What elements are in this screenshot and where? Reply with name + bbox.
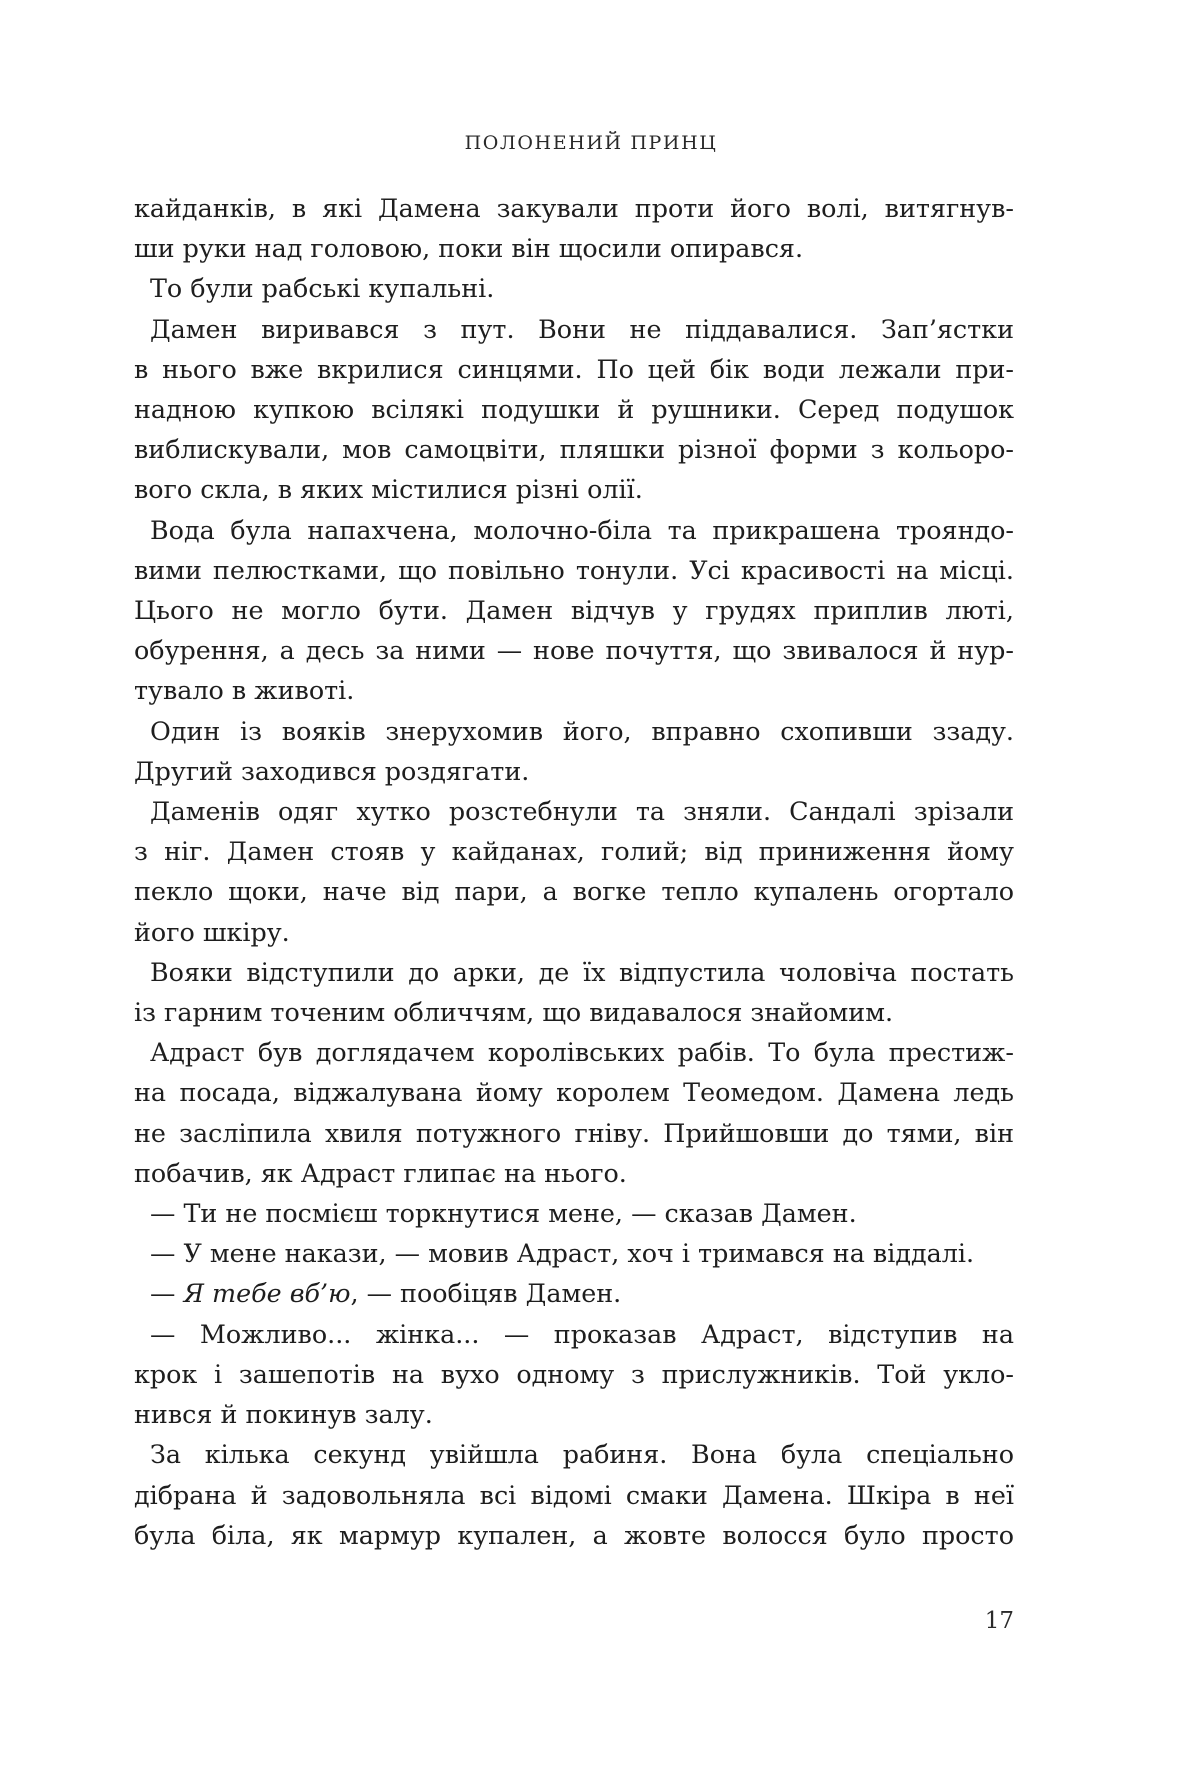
body-text <box>134 188 1014 1555</box>
text-line: на посада, віджалувана йому королем Теомедом. Дамена ледь <box>134 1077 1014 1108</box>
text-line: дібрана й задовольняла всі відомі смаки Дамена. Шкіра в неї <box>134 1479 1014 1510</box>
text-line: кайданків, в які Дамена закували проти його волі, витягнув- <box>134 193 1014 223</box>
paragraph-line: За кілька секунд увійшла рабиня. Вона була спеціально <box>150 1439 1014 1470</box>
running-title: ПОЛОНЕНИЙ ПРИНЦ <box>464 132 718 154</box>
text-line: не засліпила хвиля потужного гніву. Прийшовши до тями, він <box>134 1117 1014 1148</box>
text-line: обурення, а десь за ними — нове почуття, що звивалося й нур- <box>134 635 1014 666</box>
text-line: ши руки над головою, поки він щосили опирався. <box>134 233 804 264</box>
text-line: із гарним точеним обличчям, що видавалося знайомим. <box>134 997 894 1028</box>
dialogue-line <box>134 1273 1014 1313</box>
text-line: Другий заходився роздягати. <box>134 755 530 786</box>
text-line: була біла, як мармур купален, а жовте волосся було просто <box>134 1519 1014 1550</box>
text-line: вого скла, в яких містилися різні олії. <box>134 474 643 505</box>
text-line: з ніг. Дамен стояв у кайданах, голий; від приниження йому <box>134 836 1014 867</box>
paragraph-line: Дамен виривався з пут. Вони не піддавалися. Зап’ястки <box>150 313 1014 344</box>
text-line: виблискували, мов самоцвіти, пляшки різної форми з кольоро- <box>134 434 1014 465</box>
paragraph-line: Вода була напахчена, молочно-біла та прикрашена трояндо- <box>150 514 1014 545</box>
italic-phrase: Я тебе вб’ю <box>183 1278 351 1309</box>
dialogue-line: — Ти не посмієш торкнутися мене, — сказав Дамен. <box>150 1198 857 1229</box>
paragraph-line: Даменів одяг хутко розстебнули та зняли. Сандалі зрізали <box>150 796 1014 827</box>
paragraph-line: То були рабські купальні. <box>150 273 495 304</box>
paragraph-line: Один із вояків знерухомив його, вправно схопивши ззаду. <box>150 715 1014 746</box>
page-number: 17 <box>984 1608 1014 1634</box>
text-line: тувало в животі. <box>134 675 355 706</box>
dialogue-tail: , — пообіцяв Дамен. <box>350 1278 622 1309</box>
dialogue-line: — У мене накази, — мовив Адраст, хоч і тримався на віддалі. <box>150 1238 975 1269</box>
text-line: пекло щоки, наче від пари, а вогке тепло купалень огортало <box>134 876 1014 907</box>
text-line: в нього вже вкрилися синцями. По цей бік води лежали при- <box>134 353 1014 384</box>
paragraph-line: Адраст був доглядачем королівських рабів. То була престиж- <box>150 1037 1014 1068</box>
text-line: Цього не могло бути. Дамен відчув у грудях приплив люті, <box>134 595 1014 626</box>
text-line: крок і зашепотів на вухо одному з прислужників. Той укло- <box>134 1358 1014 1389</box>
text-line: вими пелюстками, що повільно тонули. Усі красивості на місці. <box>134 554 1014 585</box>
text-line: надною купкою всілякі подушки й рушники. Серед подушок <box>134 394 1014 425</box>
text-line: його шкіру. <box>134 916 290 947</box>
paragraph-line: Вояки відступили до арки, де їх відпустила чоловіча постать <box>150 956 1014 987</box>
text-line: нився й покинув залу. <box>134 1399 433 1430</box>
dialogue-line: — Можливо... жінка... — проказав Адраст, відступив на <box>150 1318 1014 1349</box>
text-line: побачив, як Адраст глипає на нього. <box>134 1157 627 1188</box>
dialogue-dash: — <box>150 1278 184 1309</box>
